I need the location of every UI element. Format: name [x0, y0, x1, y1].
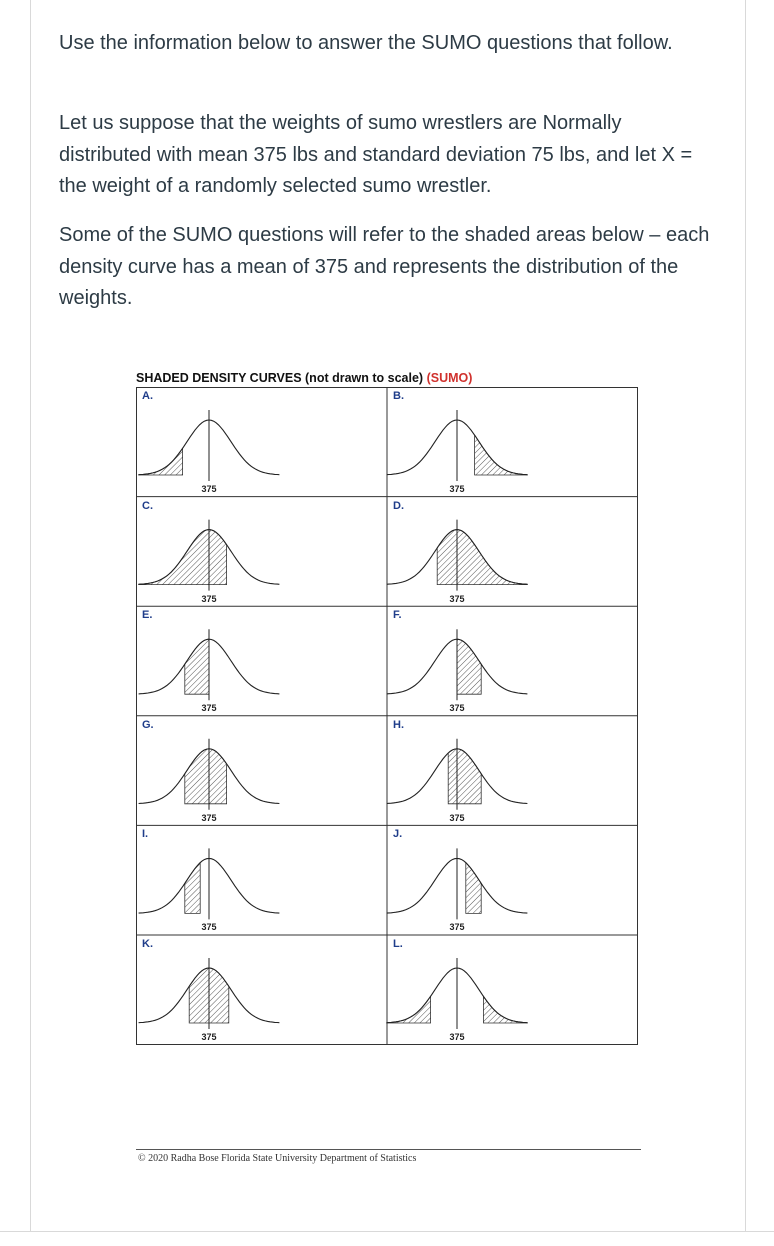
panel-j-mean-tick-label: 375	[449, 922, 465, 933]
panel-label-j: J.	[393, 828, 403, 841]
panel-label-i: I.	[142, 828, 149, 841]
panel-g-mean-tick-label: 375	[201, 812, 217, 823]
panel-g-shaded-area	[185, 749, 227, 804]
footer-rule	[136, 1149, 641, 1150]
panel-label-e: E.	[142, 609, 153, 622]
panel-label-d: D.	[393, 499, 404, 512]
panel-h-mean-tick-label: 375	[449, 812, 465, 823]
panel-label-a: A.	[142, 390, 153, 402]
figure-title-text: SHADED DENSITY CURVES (not drawn to scale)	[136, 371, 424, 385]
panel-i-mean-tick-label: 375	[201, 922, 217, 933]
panel-b-shaded-area	[475, 435, 528, 475]
panel-label-f: F.	[393, 609, 402, 622]
panel-h-shaded-area	[448, 749, 481, 804]
intro-paragraph: Use the information below to answer the SUMO questions that follow.	[59, 32, 673, 54]
panel-l-shaded-area	[387, 996, 431, 1023]
panel-label-g: G.	[142, 718, 154, 731]
panel-label-h: H.	[393, 718, 404, 731]
panel-f-mean-tick-label: 375	[449, 703, 465, 714]
panel-k-mean-tick-label: 375	[201, 1032, 217, 1042]
panel-label-b: B.	[393, 390, 404, 402]
panel-e-mean-tick-label: 375	[201, 703, 217, 714]
panel-label-c: C.	[142, 499, 153, 512]
copyright-footer: © 2020 Radha Bose Florida State University Department of Statistics	[138, 1153, 417, 1164]
panel-a-shaded-area	[139, 448, 183, 475]
panel-b-mean-tick-label: 375	[449, 484, 465, 494]
panel-a-mean-tick-label: 375	[201, 484, 217, 494]
panel-j-shaded-area	[466, 863, 481, 914]
panel-label-k: K.	[142, 938, 153, 950]
panel-label-l: L.	[393, 938, 403, 950]
panel-l-mean-tick-label: 375	[449, 1032, 465, 1042]
panel-i-shaded-area	[185, 863, 200, 914]
shaded-areas-paragraph: Some of the SUMO questions will refer to the shaded areas below – each density curve has a mean of 375 and represents the distribution of the weights.	[59, 224, 710, 309]
panel-l-shaded-area-2	[483, 996, 527, 1023]
panel-c-mean-tick-label: 375	[201, 593, 217, 604]
panel-d-mean-tick-label: 375	[449, 593, 465, 604]
figure-title-tag: (SUMO)	[426, 371, 473, 385]
assumption-paragraph: Let us suppose that the weights of sumo wrestlers are Normally distributed with mean 375 lbs and standard deviation 75 lbs, and let X = the weight of a randomly selected sumo wrestler.	[59, 112, 693, 197]
